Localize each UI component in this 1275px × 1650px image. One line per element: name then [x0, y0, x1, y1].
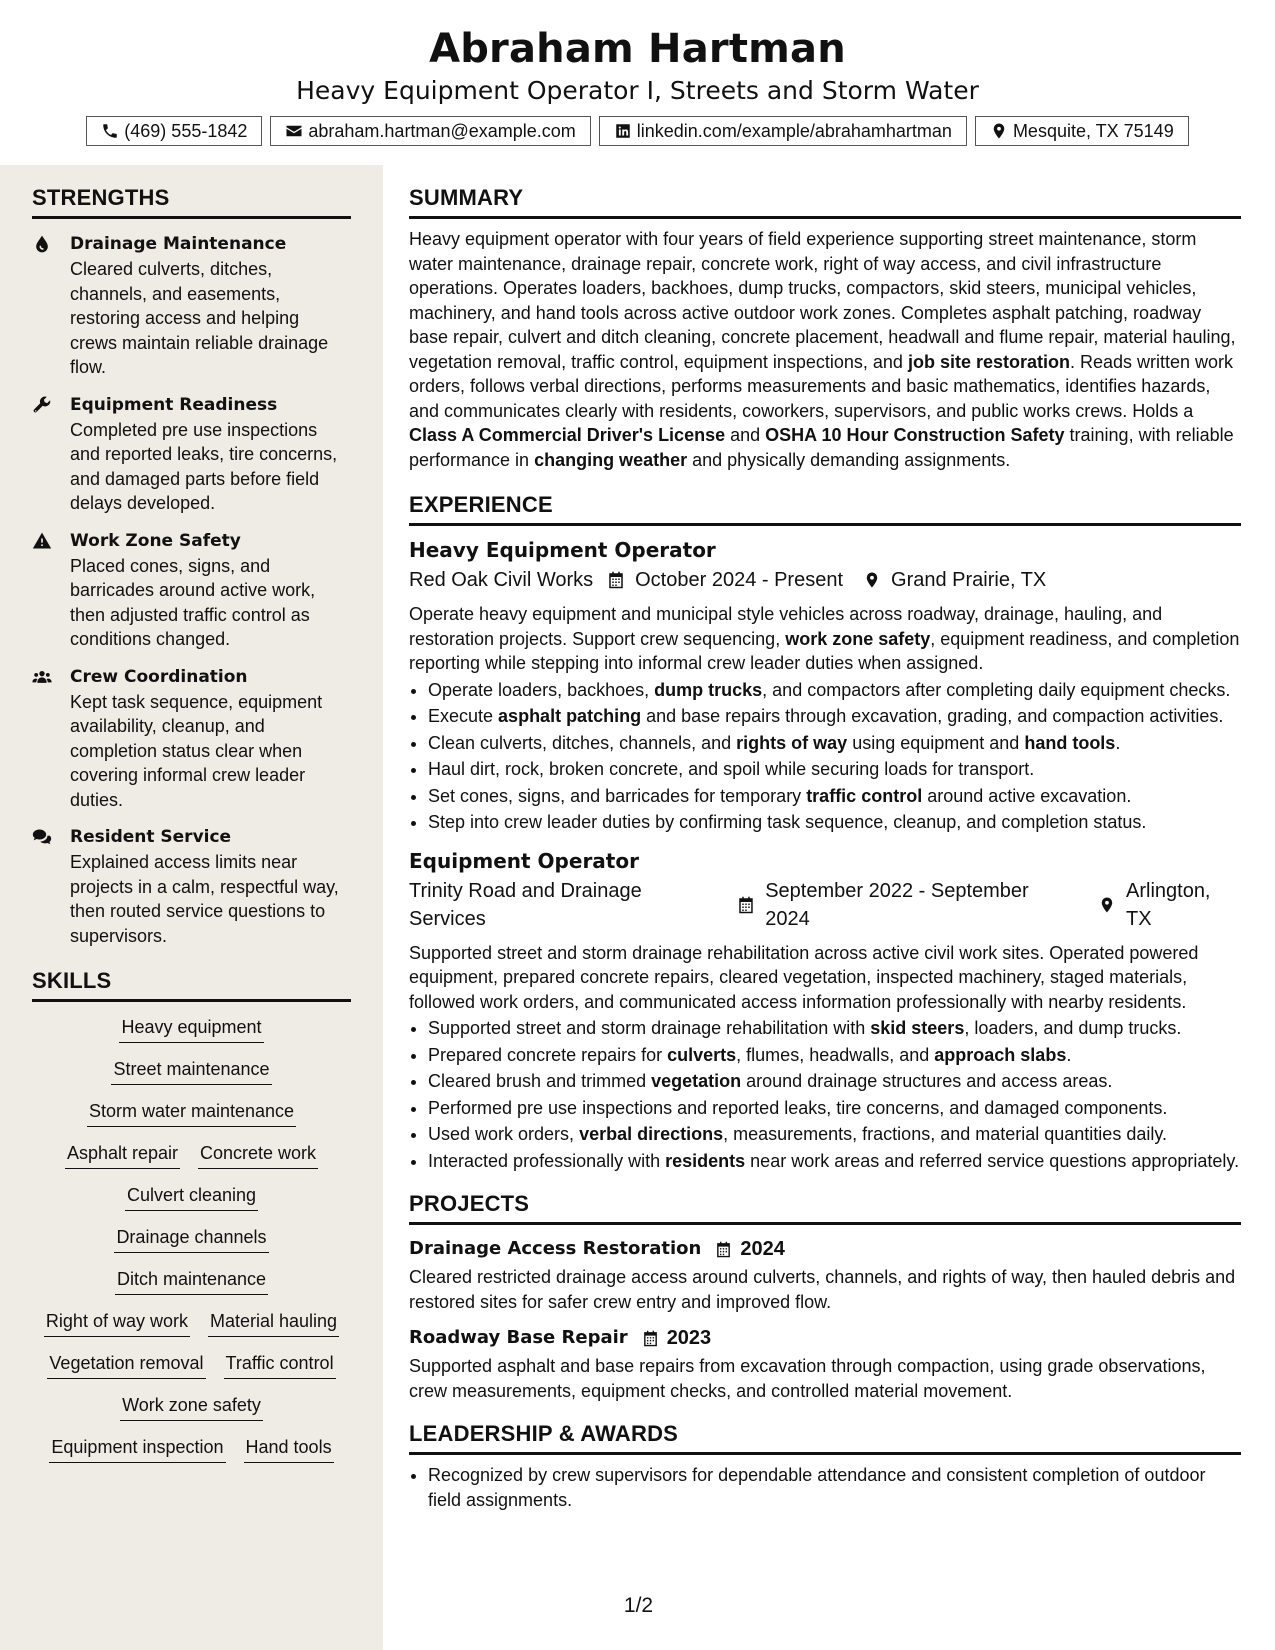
- calendar-icon: [607, 571, 625, 589]
- skill-tag: Concrete work: [198, 1140, 318, 1169]
- strength-item: [32, 528, 351, 652]
- strength-desc: Explained access limits near projects in a calm, respectful way, then routed service questions to supervisors.: [70, 852, 339, 946]
- skills-list: [32, 1014, 351, 1463]
- bullet-item: • Clean culverts, ditches, channels, and rights of way using equipment and hand tools.: [428, 731, 1241, 756]
- skill-tag: Storm water maintenance: [87, 1098, 296, 1127]
- emphasis-text: hand tools: [1024, 732, 1116, 753]
- job-entry: [409, 534, 1241, 835]
- warning-icon: [32, 531, 52, 551]
- bullet-item: • Execute asphalt patching and base repairs through excavation, grading, and compaction activities.: [428, 704, 1241, 729]
- emphasis-text: culverts: [667, 1044, 737, 1065]
- sidebar: [0, 165, 383, 1650]
- leadership-list: [409, 1463, 1241, 1512]
- project-title: Drainage Access Restoration: [409, 1238, 702, 1259]
- job-meta: [409, 566, 1241, 594]
- emphasis-text: dump trucks: [654, 679, 763, 700]
- job-entry-title: Equipment Operator: [409, 848, 639, 873]
- users-icon: [32, 667, 52, 687]
- skills-heading: SKILLS: [32, 966, 351, 1002]
- envelope-icon: [285, 122, 303, 140]
- calendar-icon: [642, 1330, 659, 1347]
- skill-tag: Vegetation removal: [47, 1350, 205, 1379]
- leadership-item: • Recognized by crew supervisors for dependable attendance and consistent completion of outdoor field assignments.: [428, 1463, 1241, 1512]
- skill-tag: Culvert cleaning: [125, 1182, 258, 1211]
- job-meta: [409, 877, 1241, 933]
- strength-item: [32, 231, 351, 380]
- map-pin-icon: [863, 571, 881, 589]
- strength-title: Crew Coordination: [70, 666, 248, 687]
- resume-header: [0, 0, 1275, 146]
- candidate-name: Abraham Hartman: [429, 26, 846, 72]
- map-pin-icon: [1098, 896, 1116, 914]
- skill-tag: Drainage channels: [114, 1224, 268, 1253]
- strength-item: [32, 392, 351, 516]
- job-entry: [409, 845, 1241, 1174]
- strength-title: Equipment Readiness: [70, 394, 278, 415]
- strength-desc: Kept task sequence, equipment availability, cleanup, and completion status clear when covering informal crew leader duties.: [70, 691, 323, 810]
- job-bullets: [409, 1016, 1241, 1173]
- bullet-item: • Prepared concrete repairs for culverts, flumes, headwalls, and approach slabs.: [428, 1043, 1241, 1068]
- calendar-icon: [737, 896, 755, 914]
- bullet-item: • Haul dirt, rock, broken concrete, and spoil while securing loads for transport.: [428, 757, 1241, 782]
- emphasis-text: changing weather: [534, 449, 688, 470]
- email-text: abraham.hartman@example.com: [308, 121, 576, 141]
- project-description: Supported asphalt and base repairs from excavation through compaction, using grade observations, crew measurements, equipment checks, and controlled material movement.: [409, 1356, 1206, 1401]
- job-company: Trinity Road and Drainage Services: [409, 879, 642, 930]
- contact-location: [975, 116, 1189, 146]
- droplet-icon: [32, 234, 52, 254]
- skill-tag: Ditch maintenance: [115, 1266, 268, 1295]
- strength-title: Work Zone Safety: [70, 530, 241, 551]
- emphasis-text: asphalt patching: [498, 706, 642, 726]
- job-location: Arlington, TX: [1126, 879, 1211, 930]
- bullet-item: • Cleared brush and trimmed vegetation around drainage structures and access areas.: [428, 1069, 1241, 1094]
- skill-tag: Heavy equipment: [119, 1014, 263, 1043]
- contact-email[interactable]: [270, 116, 590, 146]
- bullet-item: • Step into crew leader duties by confirming task sequence, cleanup, and completion status.: [428, 810, 1241, 835]
- bullet-item: • Used work orders, verbal directions, measurements, fractions, and material quantities daily.: [428, 1122, 1241, 1147]
- emphasis-text: OSHA 10 Hour Construction Safety: [765, 425, 1065, 445]
- project-title: Roadway Base Repair: [409, 1327, 628, 1348]
- project-entry: [409, 1324, 1241, 1403]
- skill-tag: Equipment inspection: [49, 1434, 225, 1463]
- job-entry-title: Heavy Equipment Operator: [409, 538, 716, 562]
- contact-linkedin[interactable]: [599, 116, 967, 146]
- strength-desc: Placed cones, signs, and barricades around active work, then adjusted traffic control as conditions changed.: [70, 555, 316, 649]
- main-content: [409, 165, 1241, 1512]
- job-location: Grand Prairie, TX: [891, 569, 1047, 591]
- project-year: 2023: [666, 1327, 712, 1349]
- emphasis-text: Class A Commercial Driver's License: [409, 425, 726, 445]
- emphasis-text: job site restoration: [907, 351, 1070, 372]
- job-title: Heavy Equipment Operator I, Streets and Storm Water: [296, 76, 979, 105]
- strength-desc: Cleared culverts, ditches, channels, and easements, restoring access and helping crews maintain reliable drainage flow.: [70, 259, 329, 377]
- emphasis-text: rights of way: [736, 732, 848, 753]
- job-dates: October 2024 - Present: [635, 569, 844, 591]
- strength-title: Resident Service: [70, 827, 232, 847]
- job-dates: September 2022 - September 2024: [765, 879, 1029, 930]
- phone-text: (469) 555-1842: [124, 121, 248, 141]
- location-text: Mesquite, TX 75149: [1012, 121, 1174, 141]
- experience-heading: EXPERIENCE: [409, 490, 1241, 526]
- job-bullets: [409, 678, 1241, 835]
- project-entry: [409, 1235, 1241, 1314]
- skill-tag: Material hauling: [208, 1308, 339, 1337]
- skill-tag: Asphalt repair: [65, 1140, 180, 1169]
- projects-heading: PROJECTS: [409, 1189, 1241, 1225]
- skill-tag: Hand tools: [244, 1434, 334, 1463]
- job-company: Red Oak Civil Works: [409, 569, 594, 591]
- leadership-heading: LEADERSHIP & AWARDS: [409, 1419, 1241, 1455]
- strength-desc: Completed pre use inspections and reported leaks, tire concerns, and damaged parts before field delays developed.: [70, 419, 338, 513]
- project-description: Cleared restricted drainage access around culverts, channels, and rights of way, then hauled debris and restored sites for safer crew entry and improved flow.: [409, 1267, 1236, 1312]
- emphasis-text: traffic control: [806, 785, 923, 806]
- phone-icon: [101, 122, 119, 140]
- wrench-icon: [32, 395, 52, 415]
- bullet-item: • Set cones, signs, and barricades for temporary traffic control around active excavation.: [428, 784, 1241, 809]
- strengths-heading: STRENGTHS: [32, 183, 351, 219]
- linkedin-text: linkedin.com/example/abrahamhartman: [636, 121, 952, 141]
- linkedin-icon: [614, 122, 632, 140]
- job-description: Operate heavy equipment and municipal style vehicles across roadway, drainage, hauling, and restoration projects. Support crew sequencing, work zone safety, equipment readiness, and completion reporting while stepping into informal crew leader duties when assigned.: [409, 604, 1240, 673]
- strength-item: [32, 664, 351, 813]
- skill-tag: Street maintenance: [111, 1056, 271, 1085]
- bullet-item: • Interacted professionally with residents near work areas and referred service questions appropriately.: [428, 1149, 1241, 1174]
- contact-phone[interactable]: [86, 116, 262, 146]
- calendar-icon: [715, 1241, 732, 1258]
- summary-text: Heavy equipment operator with four years of field experience supporting street maintenance, storm water maintenance, drainage repair, concrete work, right of way access, and civil infrastructure operations. Operates loaders, backhoes, dump trucks, compactors, skid steers, municipal vehicles, machinery, and hand tools across active outdoor work zones. Completes asphalt patching, roadway base repair, culvert and ditch cleaning, concrete placement, headwall and flume repair, material hauling, vegetation removal, traffic control, equipment inspections, and job site restoration. Reads written work orders, follows verbal directions, performs measurements and basic mathematics, identifies hazards, and communicates clearly with residents, coworkers, supervisors, and public works crews. Holds a Class A Commercial Driver's License and OSHA 10 Hour Construction Safety training, with reliable performance in changing weather and physically demanding assignments.: [409, 229, 1236, 470]
- strength-title: Drainage Maintenance: [70, 234, 287, 254]
- emphasis-text: approach slabs: [934, 1044, 1067, 1065]
- skill-tag: Traffic control: [224, 1350, 336, 1379]
- contact-bar: [0, 116, 1275, 146]
- emphasis-text: verbal directions: [579, 1124, 724, 1144]
- map-pin-icon: [990, 122, 1008, 140]
- strength-item: [32, 824, 351, 948]
- emphasis-text: vegetation: [651, 1071, 742, 1091]
- comments-icon: [32, 827, 52, 847]
- bullet-item: • Operate loaders, backhoes, dump trucks, and compactors after completing daily equipment checks.: [428, 678, 1241, 703]
- bullet-item: • Performed pre use inspections and reported leaks, tire concerns, and damaged components.: [428, 1096, 1241, 1121]
- summary-heading: SUMMARY: [409, 183, 1241, 219]
- emphasis-text: residents: [665, 1150, 746, 1171]
- project-year: 2024: [740, 1238, 785, 1260]
- job-description: Supported street and storm drainage rehabilitation across active civil work sites. Operated powered equipment, prepared concrete repairs, cleared vegetation, inspected machinery, staged materials, followed work orders, and communicated access information professionally with nearby residents.: [409, 942, 1199, 1012]
- emphasis-text: work zone safety: [785, 628, 931, 649]
- emphasis-text: skid steers: [870, 1018, 965, 1038]
- skill-tag: Work zone safety: [120, 1392, 263, 1421]
- bullet-item: • Supported street and storm drainage rehabilitation with skid steers, loaders, and dump trucks.: [428, 1016, 1241, 1041]
- skill-tag: Right of way work: [44, 1308, 190, 1337]
- page-number: 1/2: [623, 1594, 654, 1617]
